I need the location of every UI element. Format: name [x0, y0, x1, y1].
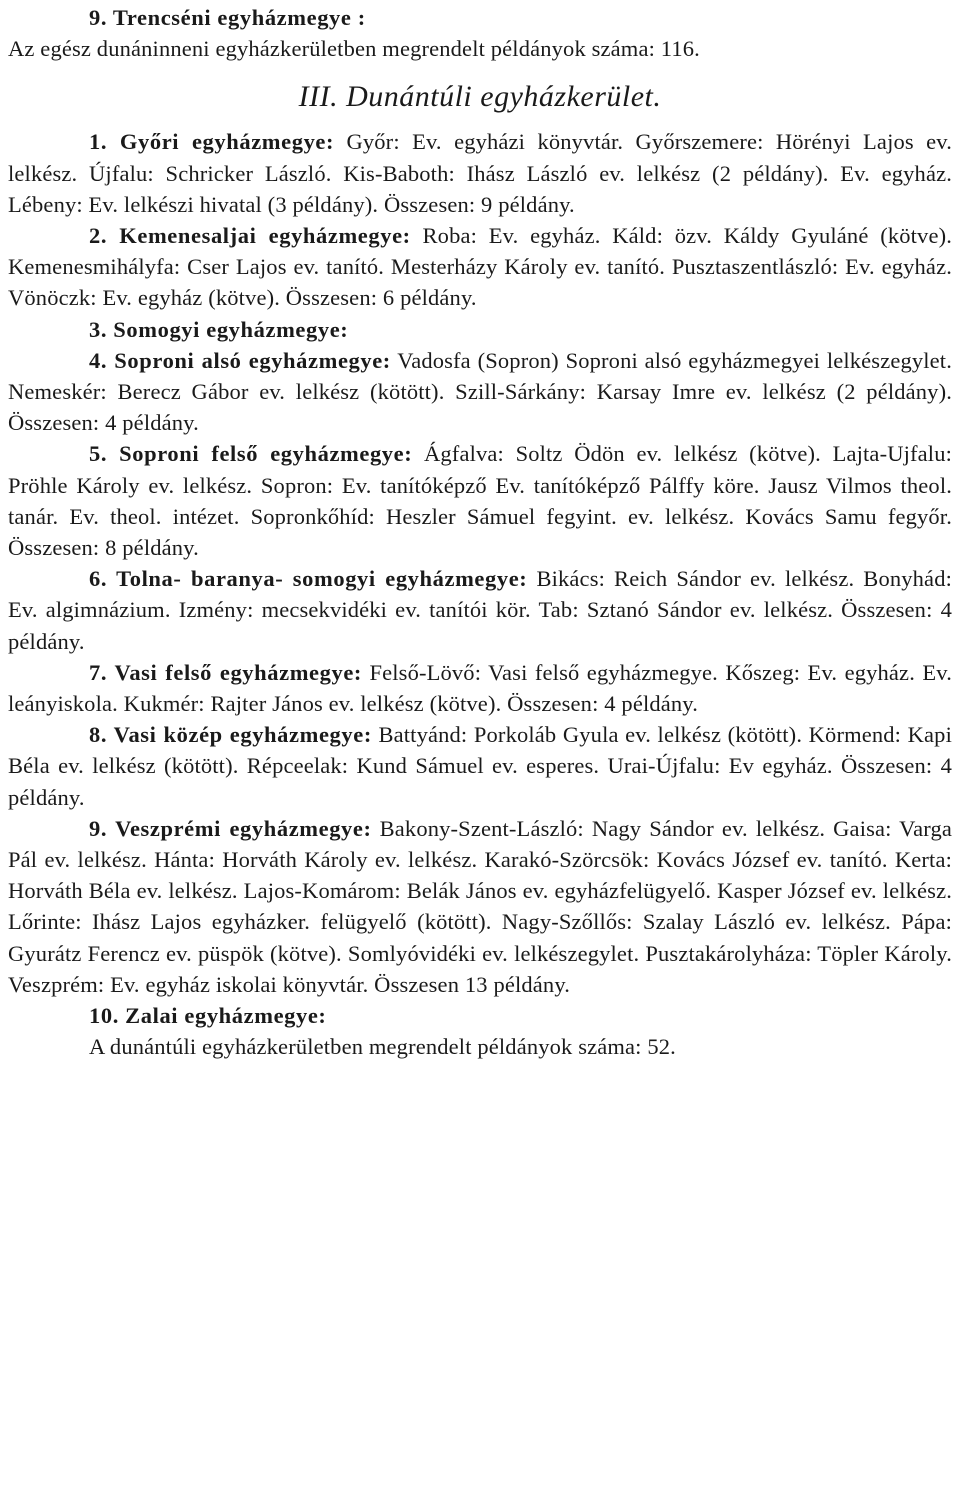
paragraph-gyori: [8, 126, 952, 220]
entry-heading: 2. Kemenesaljai egyházmegye:: [89, 223, 411, 249]
paragraph-soproni-also: [8, 345, 952, 439]
paragraph-dunantuli-total: A dunántúli egyházkerületben megrendelt példányok száma: 52.: [89, 1034, 676, 1060]
paragraph-somogyi: [8, 314, 952, 345]
entry-heading: 10. Zalai egyházmegye:: [89, 1003, 327, 1029]
entry-heading: 5. Soproni felső egyházmegye:: [89, 441, 413, 467]
section-title: III. Dunántúli egyházkerület.: [298, 80, 662, 114]
entry-body: Battyánd: Porkoláb Gyula ev. lelkész (kötött). Körmend: Kapi Béla ev. lelkész (kötött). Répceelak: Kund Sámuel ev. esperes. Urai-Újfalu: Ev egyház. Összesen: 4 példány.: [8, 722, 952, 810]
entry-heading: 6. Tolna- baranya- somogyi egyházmegye:: [89, 566, 528, 592]
entry-heading: 1. Győri egyházmegye:: [89, 129, 335, 155]
paragraph-vasi-kozep: [8, 719, 952, 813]
entry-body: Felső-Lövő: Vasi felső egyházmegye. Kőszeg: Ev. egyház. Ev. leányiskola. Kukmér: Rajter János ev. lelkész (kötve). Összesen: 4 példány.: [8, 659, 952, 717]
paragraph-soproni-felso: [8, 438, 952, 563]
paragraph-vasi-felso: [8, 657, 952, 719]
entry-heading: 8. Vasi közép egyházmegye:: [89, 722, 372, 748]
entry-body: Bikács: Reich Sándor ev. lelkész. Bonyhád: Ev. algimnázium. Izmény: mecsekvidéki ev. tanítói kör. Tab: Sztanó Sándor ev. lelkész. Összesen: 4 példány.: [8, 566, 952, 654]
entry-body: Bakony-Szent-László: Nagy Sándor ev. lelkész. Gaisa: Varga Pál ev. lelkész. Hánta: Horváth Károly ev. lelkész. Karakó-Szörcsök: Kovács József ev. tanító. Kerta: Horváth Béla ev. lelkész. Lajos-Komárom: Belák János ev. egyházfelügyelő. Kasper József ev. lelkész. Lőrinte: Ihász Lajos egyházker. felügyelő (kötött). Nagy-Szőllős: Szalay László ev. lelkész. Pápa: Gyurátz Ferencz ev. püspök (kötve). Somlyóvidéki ev. lelkészegylet. Pusztakárolyháza: Töpler Károly. Veszprém: Ev. egyház iskolai könyvtár. Összesen 13 példány.: [8, 815, 952, 997]
entry-heading: 3. Somogyi egyházmegye:: [89, 316, 349, 342]
paragraph-zalai: [8, 1000, 952, 1031]
paragraph-veszpremi: [8, 813, 952, 1000]
paragraph-dunaninneni-total: Az egész dunáninneni egyházkerületben megrendelt példányok száma: 116.: [8, 36, 700, 62]
entry-body: Ágfalva: Soltz Ödön ev. lelkész (kötve). Lajta-Ujfalu: Pröhle Károly ev. lelkész. Sopron: Ev. tanítóképző Ev. tanítóképző Pálffy köre. Jausz Vilmos theol. tanár. Ev. theol. intézet. Sopronkőhíd: Heszler Sámuel fegyint. ev. lelkész. Kovács Samu fegyőr. Összesen: 8 példány.: [8, 441, 952, 561]
paragraph-kemenesaljai: [8, 220, 952, 314]
entry-heading: 9. Trencséni egyházmegye :: [89, 5, 366, 30]
entry-heading: 7. Vasi felső egyházmegye:: [89, 659, 363, 685]
paragraph-trencseni: [8, 2, 952, 33]
entry-heading: 4. Soproni alsó egyházmegye:: [89, 347, 391, 373]
entry-body: Győr: Ev. egyházi könyvtár. Győrszemere: Hörényi Lajos ev. lelkész. Újfalu: Schricker László. Kis-Baboth: Ihász László ev. lelkész (2 példány). Ev. egyház. Lébeny: Ev. lelkészi hivatal (3 példány). Összesen: 9 példány.: [8, 129, 952, 217]
entry-body: Vadosfa (Sopron) Soproni alsó egyházmegyei lelkészegylet. Nemeskér: Berecz Gábor ev. lelkész (kötött). Szill-Sárkány: Karsay Imre ev. lelkész (2 példány). Összesen: 4 példány.: [8, 347, 952, 436]
entry-body: Roba: Ev. egyház. Káld: özv. Káldy Gyuláné (kötve). Kemenesmihályfa: Cser Lajos ev. tanító. Mesterházy Károly ev. tanító. Pusztaszentlászló: Ev. egyház. Vönöczk: Ev. egyház (kötve). Összesen: 6 példány.: [8, 223, 953, 311]
paragraph-tolna-baranya-somogyi: [8, 563, 952, 657]
entry-heading: 9. Veszprémi egyházmegye:: [89, 815, 372, 841]
